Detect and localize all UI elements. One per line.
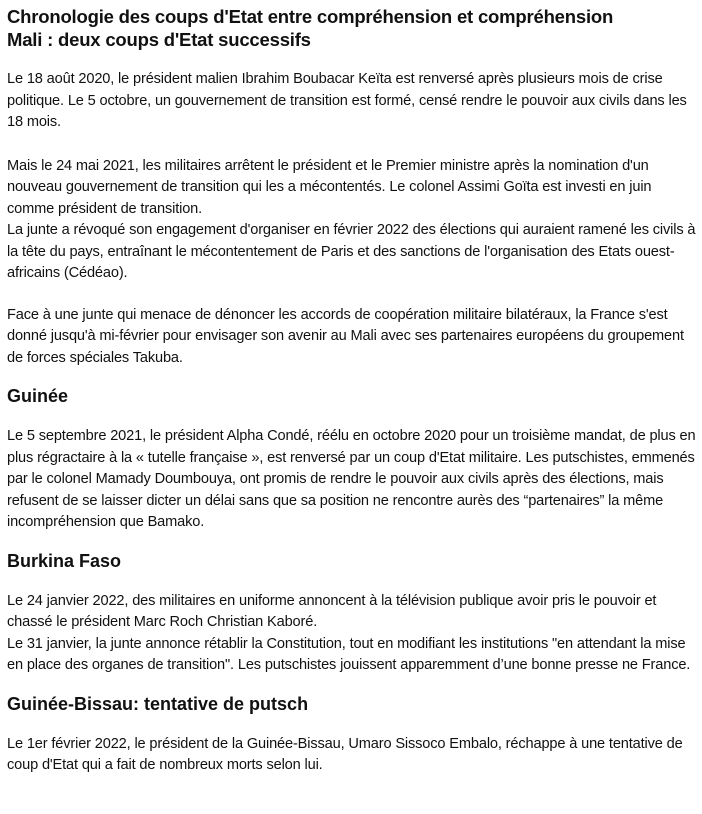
burkina-paragraph-1: Le 24 janvier 2022, des militaires en uniforme annoncent à la télévision publique avoir pris le pouvoir et chassé le président Marc Roch Christian Kaboré. <box>7 592 657 630</box>
section-guinee <box>7 385 697 534</box>
section-mali <box>7 69 697 369</box>
section-guinee-bissau <box>7 693 697 777</box>
mali-paragraph-4: Face à une junte qui menace de dénoncer les accords de coopération militaire bilatéraux, la France s'est donné jusqu'à mi-février pour envisager son avenir au Mali avec ses partenaires européens du groupement de forces spéciales Takuba. <box>7 306 684 366</box>
bissau-heading: Guinée-Bissau: tentative de putsch <box>7 693 309 714</box>
burkina-paragraph-2: Le 31 janvier, la junte annonce rétablir la Constitution, tout en modifiant les institutions "en attendant la mise en place des organes de transition". Les putschistes jouissent apparemment d’une bonne presse ne France. <box>7 635 691 673</box>
burkina-heading: Burkina Faso <box>7 550 122 571</box>
guinee-paragraph-1: Le 5 septembre 2021, le président Alpha Condé, réélu en octobre 2020 pour un troisième mandat, de plus en plus régractaire à la « tutelle française », est renversé par un coup d'Etat militaire. Les putschistes, emmenés par le colonel Mamady Doumbouya, ont promis de rendre le pouvoir aux civils après des élections, mais refusent de se laisser dicter un délai sans que sa position ne rencontre aurès des “partenaires” la même incompréhension que Bamako. <box>7 428 696 530</box>
document-title <box>7 5 697 51</box>
document <box>7 5 697 777</box>
title-line-2-mali-heading: Mali : deux coups d'Etat successifs <box>7 29 311 50</box>
mali-paragraph-1: Le 18 août 2020, le président malien Ibrahim Boubacar Keïta est renversé après plusieurs mois de crise politique. Le 5 octobre, un gouvernement de transition est formé, censé rendre le pouvoir aux civils dans les 18 mois. <box>7 71 687 130</box>
title-line-1: Chronologie des coups d'Etat entre compréhension et compréhension <box>7 6 614 27</box>
section-burkina-faso <box>7 550 697 677</box>
mali-paragraph-2: Mais le 24 mai 2021, les militaires arrêtent le président et le Premier ministre après la nomination d'un nouveau gouvernement de transition qui les a mécontentés. Le colonel Assimi Goïta est investi en juin comme président de transition. <box>7 157 652 217</box>
bissau-paragraph-1: Le 1er février 2022, le président de la Guinée-Bissau, Umaro Sissoco Embalo, réchappe à une tentative de coup d'Etat qui a fait de nombreux morts selon lui. <box>7 735 683 773</box>
guinee-heading: Guinée <box>7 386 69 406</box>
mali-paragraph-3: La junte a révoqué son engagement d'organiser en février 2022 des élections qui auraient ramené les civils à la tête du pays, entraînant le mécontentement de Paris et des sanctions de l'organisation des Etats ouest-africains (Cédéao). <box>7 222 696 281</box>
